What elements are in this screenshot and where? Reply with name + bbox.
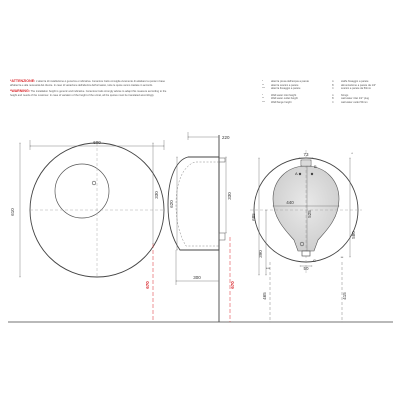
english-warning-title: *WARNING: <box>10 89 30 94</box>
legend-row: C wall water outlet 50mm <box>332 101 368 105</box>
legend-row: *** Wall flange height <box>262 101 292 105</box>
legend-row: B alimentazione a parete da 1/2" <box>332 83 377 87</box>
english-warning-line2: height and needs of the customer. In case of variation of the height of the urinal, all the quotes must be translated accordingly. <box>10 93 155 97</box>
rear-lower-right-label: 415 <box>342 292 347 300</box>
rear-view <box>250 150 362 322</box>
legend-row: * Wall water inlet height <box>262 93 297 97</box>
side-body-outline <box>168 157 219 250</box>
rear-right-height-label: 580 <box>351 231 356 239</box>
rear-mid-height-label: 390 <box>258 250 263 258</box>
legend-row: C scarico a parete da 50mm <box>332 87 371 91</box>
legend-row: *** altezza fissaggio a parete <box>262 87 301 91</box>
rear-mark-single-star: * <box>351 152 353 156</box>
side-sub-height-label: 330 <box>227 192 232 200</box>
legend-row: A staffe fissaggio a parete <box>332 80 369 83</box>
side-view <box>168 132 235 322</box>
rear-fixing-icon <box>311 173 313 175</box>
legend-row: B wall water inlet 1/2" plug <box>332 97 369 101</box>
front-view <box>10 140 164 322</box>
side-inner-outline <box>176 162 219 246</box>
side-install-height-label: 670 <box>230 281 235 289</box>
rear-inner-tank <box>273 166 339 251</box>
legend-row: A fixings <box>332 93 349 97</box>
rear-label-C: C <box>313 258 316 263</box>
front-install-height-label: 670 <box>145 281 150 289</box>
side-inlet-pipe <box>219 158 225 162</box>
front-width-label: 600 <box>93 140 101 145</box>
side-outlet-pipe <box>219 233 225 240</box>
rear-fixing-icon <box>299 173 301 175</box>
rear-label-A: A <box>295 171 298 176</box>
front-sub-height-label: 330 <box>154 191 159 199</box>
side-height-label: 620 <box>169 200 174 208</box>
english-warning-line1: The installation height is generic and indicative. Ceramica Catis strongly advise to adapt this measure according to the <box>30 90 167 94</box>
side-bottom-depth-label: 300 <box>193 275 201 280</box>
legend-row: * altezza presa dell'acqua a parete <box>262 80 309 83</box>
rear-top-width-label: 73 <box>303 152 309 157</box>
rear-outlet-block <box>302 251 310 256</box>
legend-row: ** altezza scarico a parete <box>262 83 299 87</box>
front-height-label: 610 <box>10 208 15 216</box>
rear-total-height-label: 685 <box>251 213 256 221</box>
italian-warning-line2: all'altezza e alla necessità del cliente. In caso di variazione dell'altezza dell'orinatoio, tutte le quote vanno traslate in accordo. <box>10 83 153 87</box>
rear-mark-double-star: ** <box>340 256 344 260</box>
rear-outlet-width-label: 50 <box>303 266 309 271</box>
italian-warning-title: *ATTENZIONE: <box>10 79 36 83</box>
rear-lower-left-label: 465 <box>262 292 267 300</box>
rear-inner-height-label: 525 <box>307 210 312 218</box>
rear-inner-width-label: 440 <box>286 200 294 205</box>
italian-warning-line1: L'altezza di installazione è generica e indicativa. Ceramica Catis consiglia vivamente di adattare la quota in base <box>36 80 165 83</box>
rear-inlet-block <box>301 160 311 166</box>
rear-label-B: B <box>314 164 317 169</box>
legend-row: ** Wall water outlet height <box>262 97 298 101</box>
side-top-depth-label: 220 <box>222 135 230 140</box>
front-drain-icon <box>92 181 96 185</box>
rear-mark-triple-star: *** <box>265 267 271 271</box>
